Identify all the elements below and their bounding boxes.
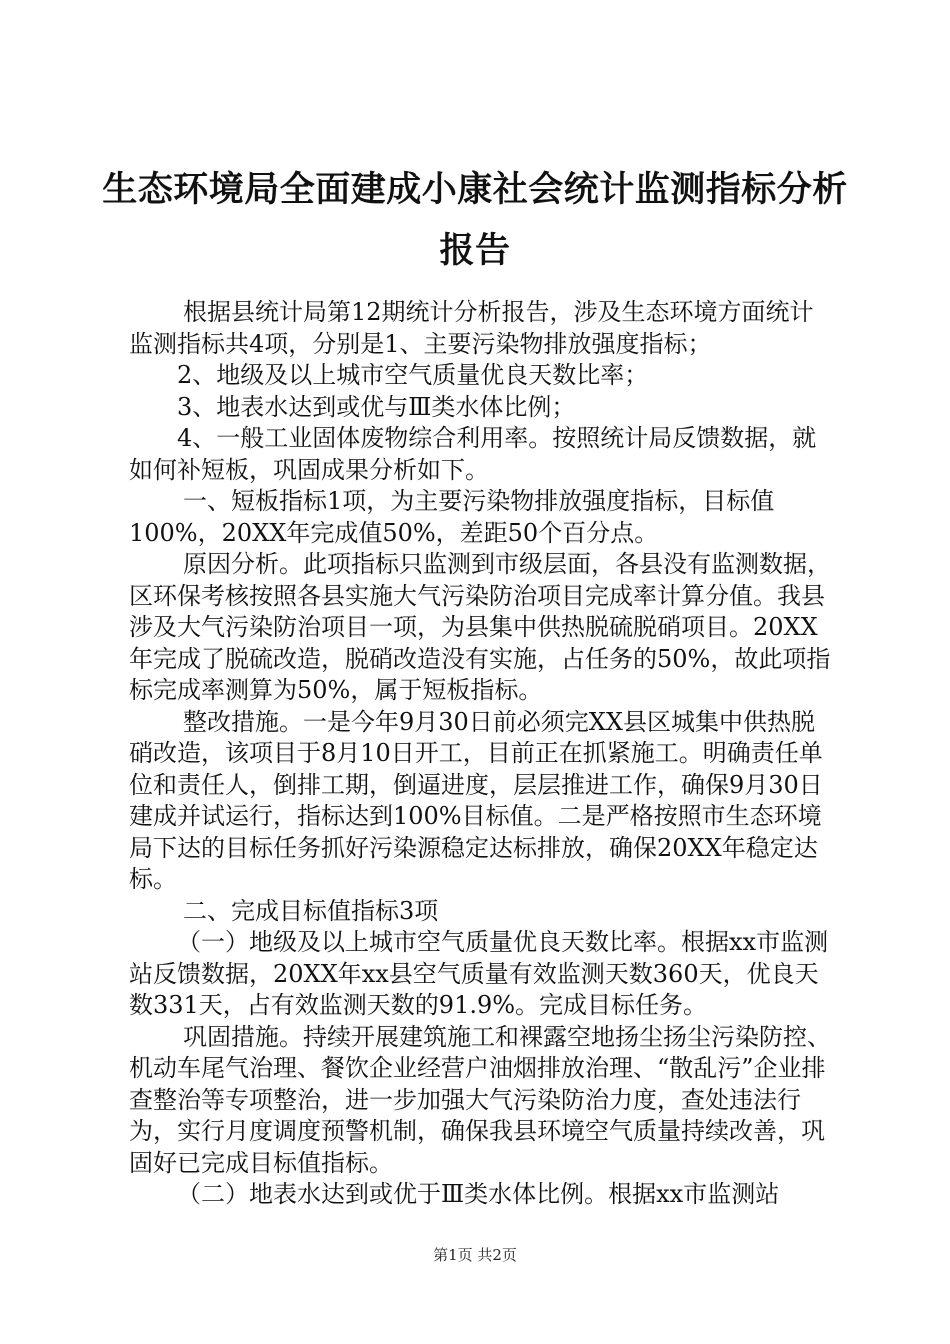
document-title: 生态环境局全面建成小康社会统计监测指标分析报告 [102,170,848,271]
page-footer: 第1页 共2页 [433,1246,517,1264]
paragraph-rectification: 整改措施。一是今年9月30日前必须完XX县区城集中供热脱硝改造，该项目于8月10日开工，目前正在抓紧施工。明确责任单位和责任人，倒排工期，倒逼进度，层层推进工作，确保9月30日建成并试运行，指标达到100%目标值。二是严格按照市生态环境局下达的目标任务抓好污染源稳定达标排放，确保20XX年稳定达标。 [129,707,823,893]
paragraph-surface-water: （二）地表水达到或优于Ⅲ类水体比例。根据xx市监测站 [177,1180,780,1208]
paragraph-item-2: 2、地级及以上城市空气质量优良天数比率； [177,361,649,389]
section-heading-1: 一、短板指标1项，为主要污染物排放强度指标，目标值100%，20XX年完成值50%，差距50个百分点。 [129,487,775,547]
paragraph-intro: 根据县统计局第12期统计分析报告，涉及生态环境方面统计监测指标共4项，分别是1、主要污染物排放强度指标； [129,298,814,358]
document-body [129,297,832,1211]
paragraph-consolidation: 巩固措施。持续开展建筑施工和裸露空地扬尘扬尘污染防控、机动车尾气治理、餐饮企业经营户油烟排放治理、“散乱污”企业排查整治等专项整治，进一步加强大气污染防治力度，查处违法行为，实行月度调度预警机制，确保我县环境空气质量持续改善，巩固好已完成目标值指标。 [129,1022,831,1177]
section-heading-2: 二、完成目标值指标3项 [183,896,439,925]
paragraph-item-3: 3、地表水达到或优与Ⅲ类水体比例； [177,392,576,421]
paragraph-air-quality: （一）地级及以上城市空气质量优良天数比率。根据xx市监测站反馈数据，20XX年xx县空气质量有效监测天数360天，优良天数331天，占有效监测天数的91.9%。完成目标任务。 [129,928,829,1019]
paragraph-cause-analysis: 原因分析。此项指标只监测到市级层面，各县没有监测数据，区环保考核按照各县实施大气污染防治项目完成率计算分值。我县涉及大气污染防治项目一项，为县集中供热脱硫脱硝项目。20XX年完成了脱硫改造，脱硝改造没有实施，占任务的50%，故此项指标完成率测算为50%，属于短板指标。 [129,550,831,704]
paragraph-item-4: 4、一般工业固体废物综合利用率。按照统计局反馈数据，就如何补短板，巩固成果分析如下。 [129,424,817,484]
